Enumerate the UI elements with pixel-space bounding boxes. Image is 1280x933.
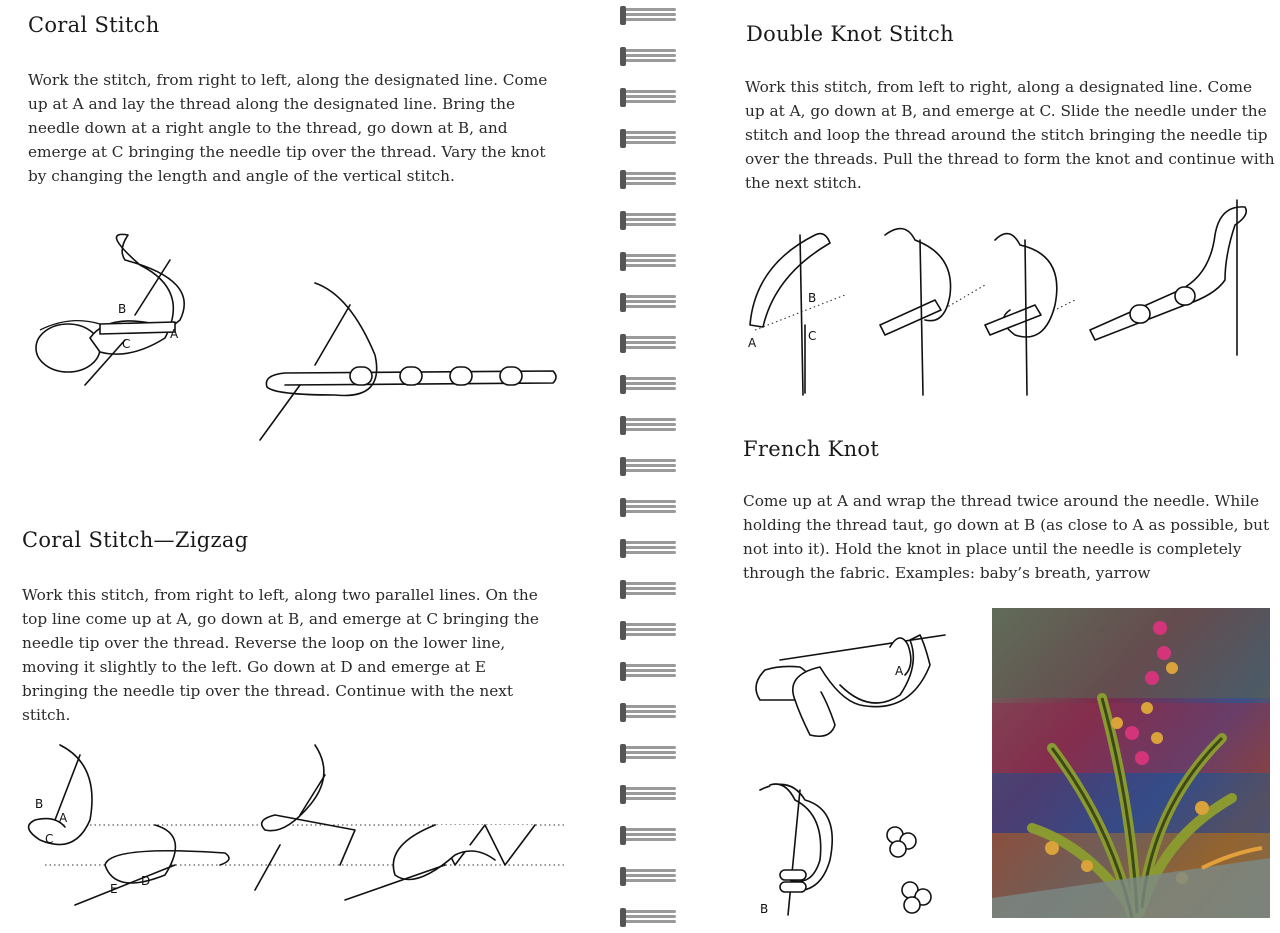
spiral-coil (620, 129, 676, 148)
spiral-coil (620, 416, 676, 435)
double-knot-title: Double Knot Stitch (746, 22, 954, 46)
label-a: A (170, 327, 179, 341)
spiral-coil (620, 47, 676, 66)
label-b: B (808, 291, 817, 305)
spiral-coil (620, 867, 676, 886)
spiral-coil (620, 539, 676, 558)
spiral-coil (620, 744, 676, 763)
label-d: D (141, 874, 151, 888)
french-knot-instructions: Come up at A and wrap the thread twice around the needle. While holding the thread taut, go down at B (as close to A as possible, but not into it). Hold the knot in place until the needle is completely through the fabric. Examples: baby’s breath, yarrow (743, 492, 1270, 582)
label-c: C (808, 329, 817, 343)
label-a: A (895, 664, 904, 678)
spiral-coil (620, 88, 676, 107)
spiral-coil (620, 211, 676, 230)
french-knot-example-photo (992, 608, 1270, 918)
double-knot-illustration (745, 195, 1275, 405)
coral-zigzag-title: Coral Stitch—Zigzag (22, 528, 249, 552)
spiral-coil (620, 580, 676, 599)
coral-zigzag-instructions: Work this stitch, from right to left, along two parallel lines. On the top line come up at A, go down at B, and emerge at C bringing the needle tip over the thread. Reverse the loop on the lower line, moving it slightly to the left. Go down at D and emerge at E bringing the needle tip over the thread. Continue with the next stitch. (22, 586, 539, 724)
spiral-coil (620, 908, 676, 927)
label-b: B (35, 797, 44, 811)
spiral-coil (620, 703, 676, 722)
left-page (0, 0, 610, 929)
label-c: C (45, 832, 54, 846)
french-knot-illustration-2 (750, 775, 950, 920)
spiral-coil (620, 170, 676, 189)
spiral-coil (620, 252, 676, 271)
spiral-coil (620, 375, 676, 394)
label-e: E (110, 882, 118, 896)
coral-stitch-illustration-2 (255, 275, 565, 445)
double-knot-instructions: Work this stitch, from left to right, along a designated line. Come up at A, go down at B, and emerge at C. Slide the needle under the stitch and loop the thread around the stitch bringing the needle tip over the threads. Pull the thread to form the knot and continue with the next stitch. (745, 78, 1275, 192)
label-c: C (122, 337, 131, 351)
coral-stitch-instructions: Work the stitch, from right to left, along the designated line. Come up at A and lay the thread along the designated line. Bring the needle down at a right angle to the thread, go down at B, and emerge at C bringing the needle tip over the thread. Vary the knot by changing the length and angle of the vertical stitch. (28, 71, 548, 185)
spiral-coil (620, 334, 676, 353)
coral-stitch-title: Coral Stitch (28, 13, 160, 37)
spiral-coil (620, 498, 676, 517)
coral-stitch-illustration-1 (30, 220, 230, 400)
label-a: A (748, 336, 757, 350)
spiral-coil (620, 785, 676, 804)
spiral-binding (612, 0, 680, 929)
french-knot-illustration-1 (740, 605, 960, 745)
spiral-coil (620, 6, 676, 25)
label-b: B (118, 302, 127, 316)
label-b: B (760, 902, 769, 916)
spiral-coil (620, 662, 676, 681)
spiral-coil (620, 293, 676, 312)
spiral-coil (620, 457, 676, 476)
spiral-coil (620, 621, 676, 640)
spiral-coil (620, 826, 676, 845)
french-knot-title: French Knot (743, 437, 880, 461)
coral-zigzag-illustration (15, 735, 575, 910)
label-a: A (59, 811, 68, 825)
